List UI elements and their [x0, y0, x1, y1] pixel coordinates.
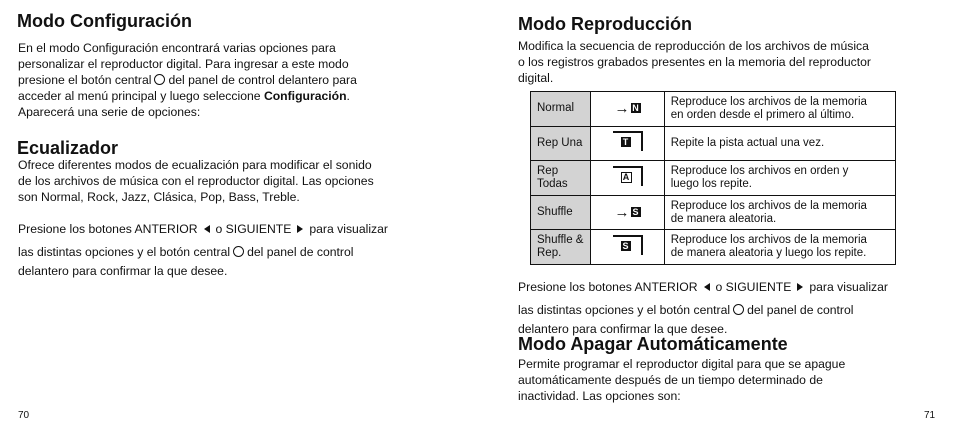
normal-mode-icon: → N — [614, 99, 639, 117]
previous-arrow-icon — [204, 225, 210, 233]
mode-row — [531, 92, 896, 127]
repeat-all-icon: A — [613, 166, 643, 186]
next-arrow-icon — [797, 283, 803, 291]
description-line: Reproduce los archivos de la memoria — [670, 234, 867, 247]
mode-icon-cell — [591, 161, 664, 196]
text-line: Aparecerá una serie de opciones: — [18, 105, 201, 119]
text-line: las distintas opciones y el botón central del panel de control — [18, 244, 354, 259]
repro-instructions — [518, 275, 938, 337]
page-number: 71 — [924, 410, 936, 421]
mode-name: Rep Una — [531, 126, 591, 161]
config-heading: Modo Configuración — [17, 11, 192, 31]
text-line: de los archivos de música con el reproductor digital. Las opciones — [18, 174, 374, 188]
previous-arrow-icon — [704, 283, 710, 291]
mode-description — [664, 161, 895, 196]
mode-name: Normal — [531, 92, 591, 127]
text-line: delantero para confirmar la que desee. — [518, 322, 728, 336]
description-line: de manera aleatoria y luego los repite. — [670, 247, 867, 260]
repeat-one-icon: T — [613, 131, 643, 151]
repro-heading: Modo Reproducción — [518, 14, 692, 34]
repro-paragraph — [518, 38, 938, 86]
center-button-icon — [733, 304, 744, 315]
text-line: automáticamente después de un tiempo determinado de — [518, 373, 823, 387]
mode-icon-cell — [591, 230, 664, 265]
center-button-icon — [233, 246, 244, 257]
text-line: En el modo Configuración encontrará varias opciones para — [18, 41, 336, 55]
mode-name: Shuffle & Rep. — [531, 230, 591, 265]
apagar-heading: Modo Apagar Automáticamente — [518, 334, 788, 354]
text-line: son Normal, Rock, Jazz, Clásica, Pop, Bass, Treble. — [18, 190, 300, 204]
text-line: Permite programar el reproductor digital para que se apague — [518, 357, 846, 371]
eq-paragraph — [18, 157, 448, 205]
mode-row — [531, 126, 896, 161]
description-line: Reproduce los archivos de la memoria — [670, 199, 867, 212]
right-page — [477, 0, 954, 430]
center-button-icon — [154, 74, 165, 85]
eq-heading: Ecualizador — [17, 138, 119, 158]
text-line: inactividad. Las opciones son: — [518, 389, 681, 403]
mode-icon-cell — [591, 92, 664, 127]
text-line: Presione los botones ANTERIOR o SIGUIENTE para visualizar — [18, 221, 388, 236]
text-line: delantero para confirmar la que desee. — [18, 264, 228, 278]
description-line: de manera aleatoria. — [670, 212, 777, 225]
mode-description — [664, 230, 895, 265]
description-line: Reproduce los archivos de la memoria — [670, 95, 867, 108]
mode-description — [664, 126, 895, 161]
eq-instructions — [18, 217, 458, 279]
text-line: Ofrece diferentes modos de ecualización para modificar el sonido — [18, 158, 372, 172]
apagar-paragraph — [518, 356, 938, 404]
mode-row — [531, 195, 896, 230]
shuffle-icon: → S — [614, 203, 639, 221]
play-modes-table — [530, 91, 896, 265]
description-line: luego los repite. — [670, 177, 752, 190]
mode-description — [664, 195, 895, 230]
description-line: en orden desde el primero al último. — [670, 108, 855, 121]
mode-name: Rep Todas — [531, 161, 591, 196]
page-number: 70 — [18, 410, 30, 421]
mode-description — [664, 92, 895, 127]
config-paragraph — [18, 40, 448, 120]
text-line: acceder al menú principal y luego seleccione Configuración. — [18, 89, 350, 103]
text-line: digital. — [518, 71, 554, 85]
text-line: Presione los botones ANTERIOR o SIGUIENTE para visualizar — [518, 279, 888, 294]
mode-icon-cell — [591, 195, 664, 230]
description-line: Repite la pista actual una vez. — [670, 136, 825, 149]
next-arrow-icon — [297, 225, 303, 233]
text-line: Modifica la secuencia de reproducción de los archivos de música — [518, 39, 869, 53]
mode-name: Shuffle — [531, 195, 591, 230]
text-line: presione el botón central del panel de control delantero para — [18, 73, 357, 87]
text-line: o los registros grabados presentes en la memoria del reproductor — [518, 55, 871, 69]
text-line: personalizar el reproductor digital. Para ingresar a este modo — [18, 57, 349, 71]
description-line: Reproduce los archivos en orden y — [670, 164, 849, 177]
mode-row — [531, 161, 896, 196]
shuffle-repeat-icon: S — [613, 235, 643, 255]
mode-icon-cell — [591, 126, 664, 161]
mode-row — [531, 230, 896, 265]
text-line: las distintas opciones y el botón central del panel de control — [518, 302, 854, 317]
